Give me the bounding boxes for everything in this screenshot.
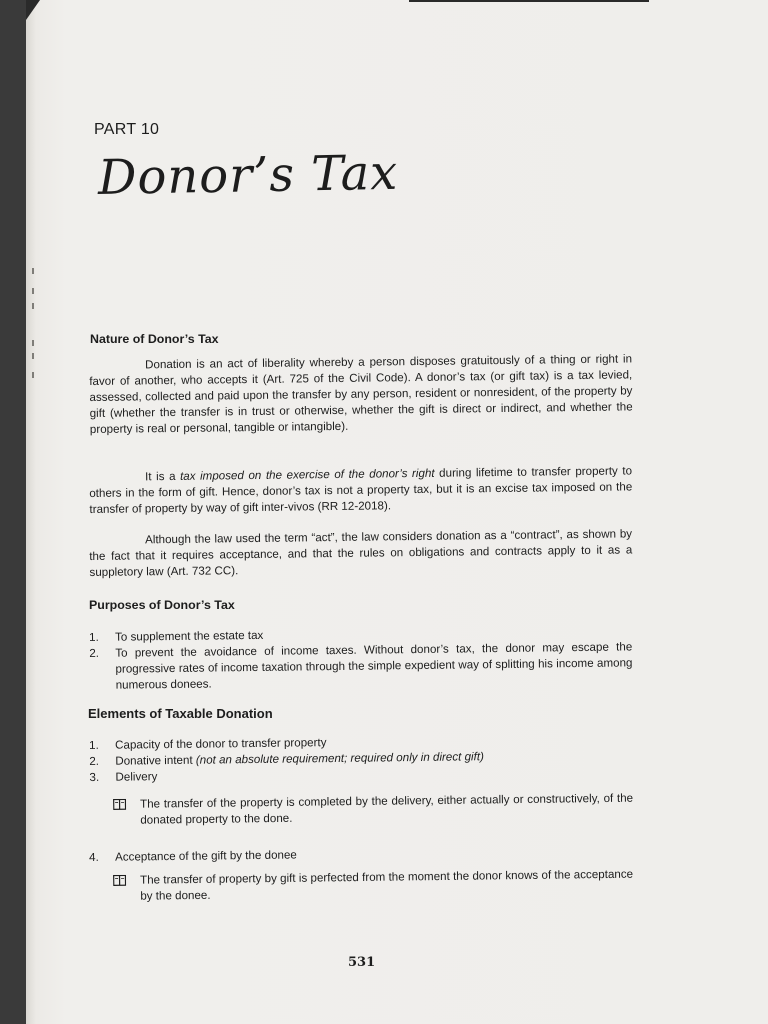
- section-heading-nature: Nature of Donor’s Tax: [90, 332, 219, 346]
- open-book-icon: [113, 799, 126, 810]
- list-item: 1. Capacity of the donor to transfer property: [89, 736, 327, 752]
- page-corner-shadow: [26, 0, 40, 20]
- part-label: PART 10: [94, 121, 160, 138]
- binding-mark: [32, 340, 34, 346]
- list-item: 2. Donative intent (not an absolute requirement; required only in direct gift): [89, 750, 484, 768]
- page-number: 531: [348, 955, 376, 970]
- elements-list: [89, 731, 633, 786]
- binding-mark: [32, 303, 34, 309]
- book-page: [26, 0, 768, 1024]
- list-item: 2. To prevent the avoidance of income taxes. Without donor’s tax, the donor may escape the progressive rates of income taxation through the simple expedient way of splitting his income among numerous donees.: [89, 640, 633, 692]
- list-item: 1. To supplement the estate tax: [89, 628, 264, 644]
- open-book-icon: [113, 875, 126, 886]
- note-delivery: The transfer of the property is completed by the delivery, either actually or constructively, of the donated property to the done.: [113, 791, 633, 829]
- paragraph-nature-contract: Although the law used the term “act”, the law considers donation as a “contract”, as shown by the fact that it requires acceptance, and that the rules on obligations and contracts apply to it as a suppletory law (Art. 732 CC).: [89, 527, 633, 579]
- binding-mark: [32, 372, 34, 378]
- list-item: 4. Acceptance of the gift by the donee: [89, 848, 297, 864]
- binding-mark: [32, 353, 34, 359]
- note-acceptance: The transfer of property by gift is perfected from the moment the donor knows of the acceptance by the donee.: [113, 867, 633, 905]
- purposes-list: [89, 623, 633, 694]
- paragraph-nature-definition: Donation is an act of liberality whereby a person disposes gratuitously of a thing or right in favor of another, who accepts it (Art. 725 of the Civil Code). A donor’s tax (or gift tax) is a tax levied, assessed, collected and paid upon the transfer by any person, resident or nonresident, of the property by gift (whether the transfer is in trust or otherwise, whether the gift is direct or indirect, and whether the property is real or personal, tangible or intangible).: [89, 352, 633, 436]
- binding-mark: [32, 268, 34, 274]
- binding-mark: [32, 288, 34, 294]
- elements-list-continued: [89, 843, 632, 866]
- section-heading-elements: Elements of Taxable Donation: [88, 706, 273, 721]
- top-edge-line: [409, 0, 649, 2]
- section-heading-purposes: Purposes of Donor’s Tax: [89, 598, 235, 612]
- list-item: 3. Delivery: [89, 770, 158, 784]
- paragraph-nature-excise: It is a tax imposed on the exercise of the donor’s right during lifetime to transfer property to others in the form of gift. Hence, donor’s tax is not a property tax, but it is an excise tax imposed on the transfer of property by way of gift inter-vivos (RR 12-2018).: [89, 464, 633, 516]
- chapter-title: Donor’s Tax: [97, 144, 399, 206]
